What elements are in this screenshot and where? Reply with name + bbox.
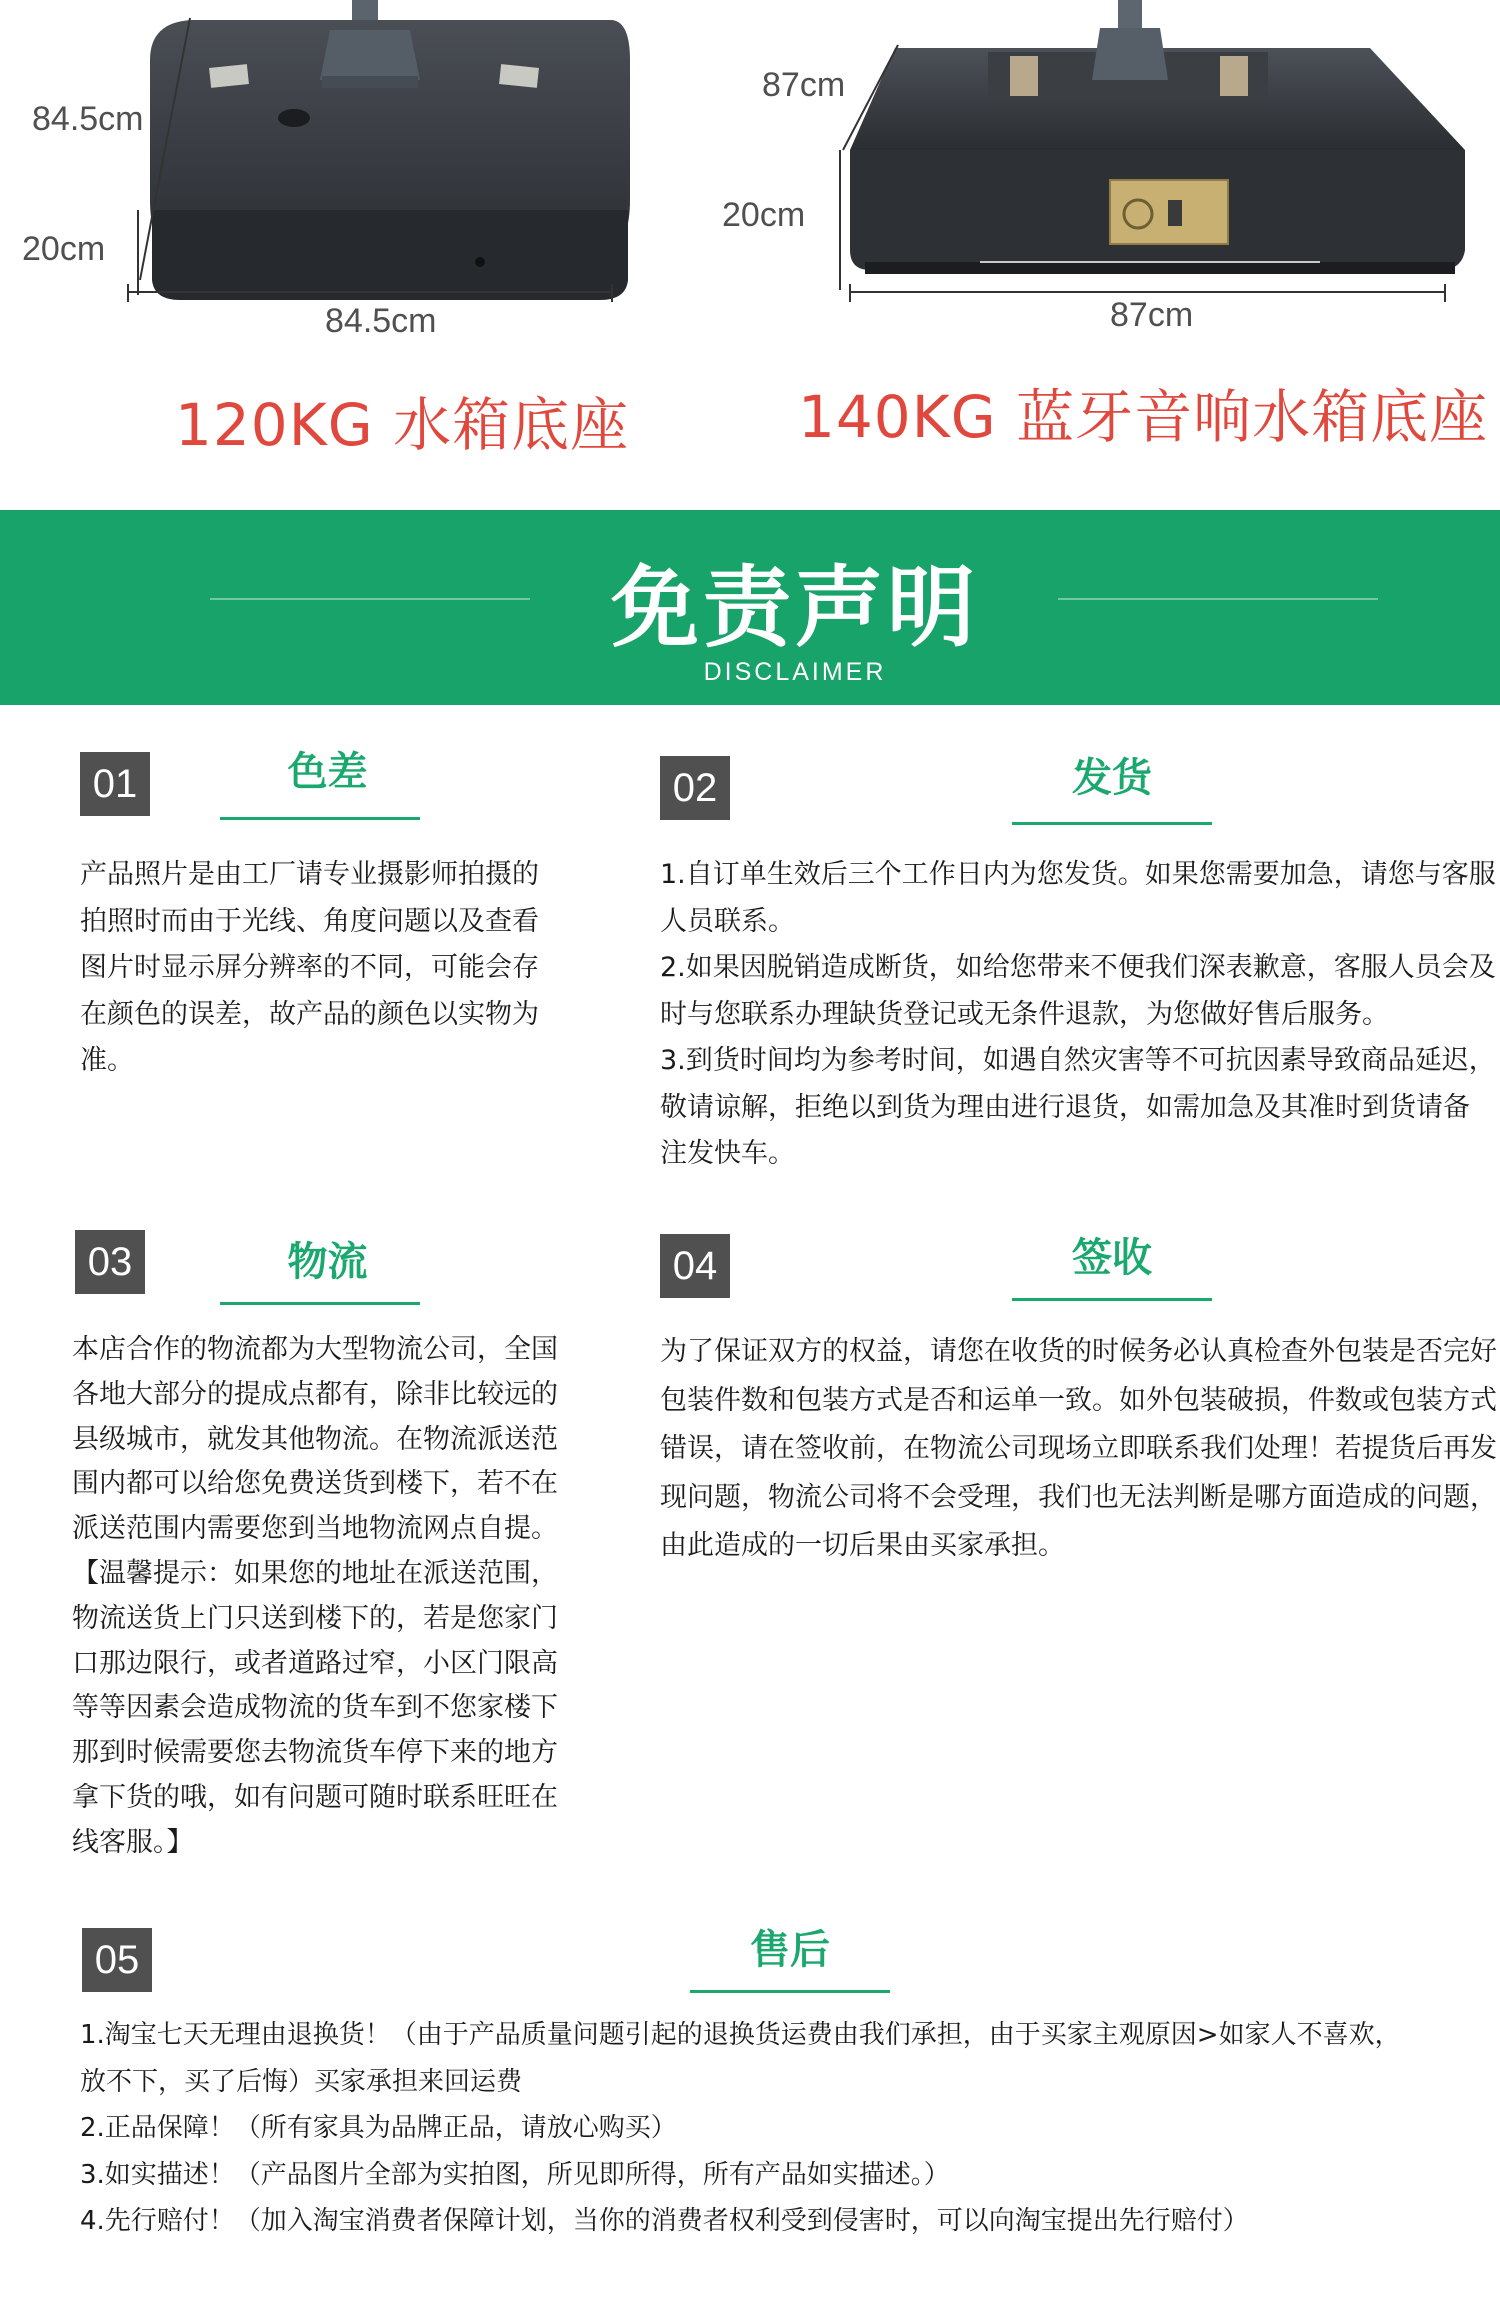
- section-body: [660, 852, 1500, 1178]
- banner-subtitle: DISCLAIMER: [703, 658, 887, 686]
- body-line: 拿下货的哦，如有问题可随时联系旺旺在: [72, 1781, 558, 1813]
- section-heading-underline: [690, 1990, 890, 1993]
- section-heading: 发货: [1072, 755, 1152, 801]
- body-line: 由此造成的一切后果由买家承担。: [660, 1530, 1065, 1561]
- body-line: 放不下，买了后悔）买家承担来回运费: [80, 2066, 523, 2097]
- body-line: 口那边限行，或者道路过窄，小区门限高: [72, 1647, 558, 1679]
- body-line: 错误，请在签收前，在物流公司现场立即联系我们处理！若提货后再发: [660, 1433, 1497, 1464]
- section-heading: 签收: [1072, 1235, 1152, 1281]
- body-line: 拍照时而由于光线、角度问题以及查看: [80, 905, 539, 937]
- section-heading-underline: [220, 1302, 420, 1305]
- section-heading: 物流: [287, 1239, 368, 1285]
- body-line: 1.自订单生效后三个工作日内为您发货。如果您需要加急，请您与客服: [660, 859, 1496, 890]
- section-heading-underline: [1012, 1298, 1212, 1301]
- section-heading: 色差: [287, 749, 368, 795]
- body-line: 注发快车。: [660, 1138, 795, 1169]
- body-line: 【温馨提示：如果您的地址在派送范围，: [72, 1557, 558, 1589]
- body-line: 为了保证双方的权益，请您在收货的时候务必认真检查外包装是否完好: [660, 1336, 1497, 1367]
- width-dimension-label: 87cm: [1110, 296, 1194, 334]
- body-line: 物流送货上门只送到楼下的，若是您家门: [72, 1602, 558, 1634]
- section-heading-underline: [220, 817, 420, 820]
- body-line: 各地大部分的提成点都有，除非比较远的: [72, 1378, 558, 1410]
- body-line: 那到时候需要您去物流货车停下来的地方: [72, 1737, 558, 1769]
- depth-dimension-label: 87cm: [762, 66, 846, 104]
- section-number-badge: 05: [82, 1928, 152, 1992]
- width-dimension-label: 84.5cm: [325, 302, 437, 340]
- body-line: 2.正品保障！（所有家具为品牌正品，请放心购买）: [80, 2113, 677, 2143]
- section-number-badge: 01: [80, 752, 150, 816]
- section-number-badge: 03: [75, 1230, 145, 1294]
- body-line: 图片时显示屏分辨率的不同，可能会存: [80, 952, 539, 983]
- body-line: 包装件数和包装方式是否和运单一致。如外包装破损，件数或包装方式: [660, 1384, 1497, 1416]
- section-number-badge: 04: [660, 1234, 730, 1298]
- body-line: 县级城市，就发其他物流。在物流派送范: [72, 1423, 558, 1455]
- body-line: 线客服。】: [72, 1826, 194, 1858]
- product-title: 140KG 蓝牙音响水箱底座: [798, 383, 1489, 451]
- body-line: 围内都可以给您免费送货到楼下，若不在: [72, 1468, 558, 1500]
- body-line: 1.淘宝七天无理由退换货！（由于产品质量问题引起的退换货运费由我们承担，由于买家主观原因>如家人不喜欢，: [80, 2020, 1401, 2050]
- body-line: 产品照片是由工厂请专业摄影师拍摄的: [80, 859, 539, 890]
- depth-dimension-label: 84.5cm: [32, 100, 144, 138]
- height-dimension-label: 20cm: [22, 230, 106, 268]
- body-line: 人员联系。: [660, 905, 795, 937]
- body-line: 派送范围内需要您到当地物流网点自提。: [72, 1513, 558, 1545]
- section-body: [660, 1328, 1500, 1571]
- section-heading: 售后: [750, 1927, 830, 1973]
- body-line: 现问题，物流公司将不会受理，我们也无法判断是哪方面造成的问题，: [660, 1481, 1497, 1513]
- section-body: [72, 1328, 558, 1866]
- section-number-badge: 02: [660, 756, 730, 820]
- disclaimer-banner: [0, 510, 1500, 705]
- product-title: 120KG 水箱底座: [175, 391, 630, 459]
- section-heading-underline: [1012, 822, 1212, 825]
- product-left: [0, 0, 720, 470]
- body-line: 敬请谅解，拒绝以到货为理由进行退货，如需加急及其准时到货请备: [660, 1091, 1470, 1123]
- product-right: [720, 0, 1500, 470]
- body-line: 时与您联系办理缺货登记或无条件退款，为您做好售后服务。: [660, 998, 1389, 1030]
- body-line: 3.如实描述！（产品图片全部为实拍图，所见即所得，所有产品如实描述。）: [80, 2159, 950, 2190]
- body-line: 2.如果因脱销造成断货，如给您带来不便我们深表歉意，客服人员会及: [660, 952, 1496, 983]
- body-line: 准。: [80, 1045, 134, 1076]
- body-line: 等等因素会造成物流的货车到不您家楼下: [72, 1692, 558, 1724]
- body-line: 3.到货时间均为参考时间，如遇自然灾害等不可抗因素导致商品延迟，: [660, 1045, 1496, 1076]
- section-body: [80, 2012, 1495, 2245]
- height-dimension-label: 20cm: [722, 196, 806, 234]
- body-line: 本店合作的物流都为大型物流公司，全国: [72, 1334, 558, 1365]
- section-body: [80, 852, 539, 1085]
- banner-title: 免责声明: [610, 556, 979, 659]
- body-line: 在颜色的误差，故产品的颜色以实物为: [80, 998, 539, 1030]
- body-line: 4.先行赔付！（加入淘宝消费者保障计划，当你的消费者权利受到侵害时，可以向淘宝提出先行赔付）: [80, 2206, 1249, 2236]
